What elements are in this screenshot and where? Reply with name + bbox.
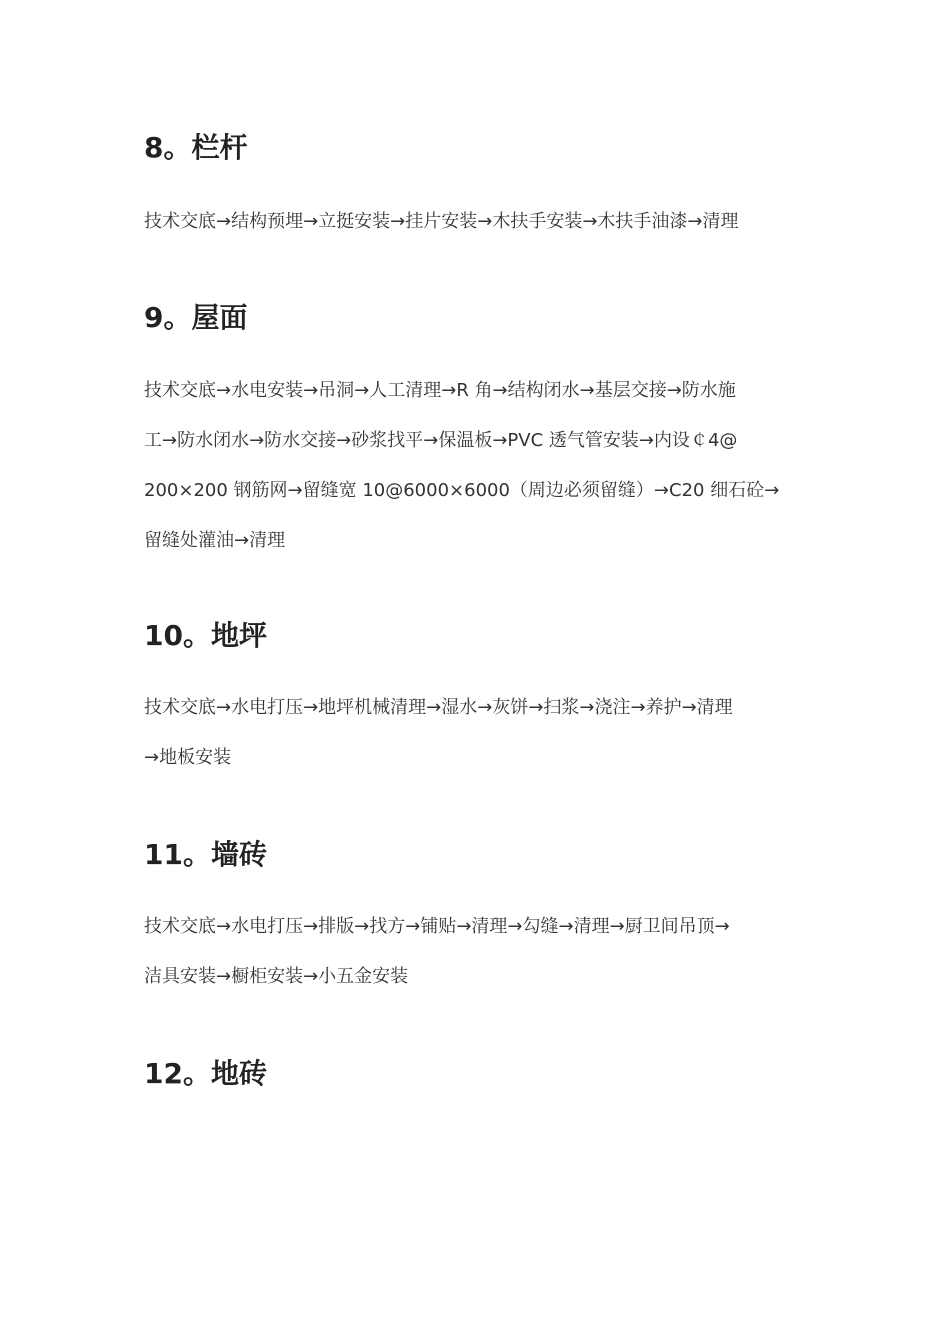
section-railing [144, 128, 814, 247]
section-heading: 10。地坪 [144, 619, 267, 652]
section-heading: 9。屋面 [144, 301, 248, 334]
section-wall-tiles [144, 835, 814, 1002]
section-heading: 8。栏杆 [144, 131, 248, 164]
process-steps-text: 技术交底→水电打压→排版→找方→铺贴→清理→勾缝→清理→厨卫间吊顶→ 洁具安装→橱柜安装→小五金安装 [144, 916, 730, 987]
section-floor-tiles [144, 1054, 814, 1094]
process-steps-text: 技术交底→结构预埋→立挺安装→挂片安装→木扶手安装→木扶手油漆→清理 [144, 211, 739, 232]
section-heading: 12。地砖 [144, 1057, 267, 1090]
section-heading: 11。墙砖 [144, 838, 267, 871]
section-roof [144, 298, 814, 566]
section-floor-screed [144, 616, 814, 783]
process-steps-text: 技术交底→水电打压→地坪机械清理→湿水→灰饼→扫浆→浇注→养护→清理 →地板安装 [144, 697, 733, 768]
process-steps-text: 技术交底→水电安装→吊洞→人工清理→R 角→结构闭水→基层交接→防水施 工→防水闭水→防水交接→砂浆找平→保温板→PVC 透气管安装→内设￠4@ 200×200 钢筋网→留缝宽 10@6000×6000（周边必须留缝）→C20 细石砼→ 留缝处灌油→清理 [144, 380, 780, 551]
